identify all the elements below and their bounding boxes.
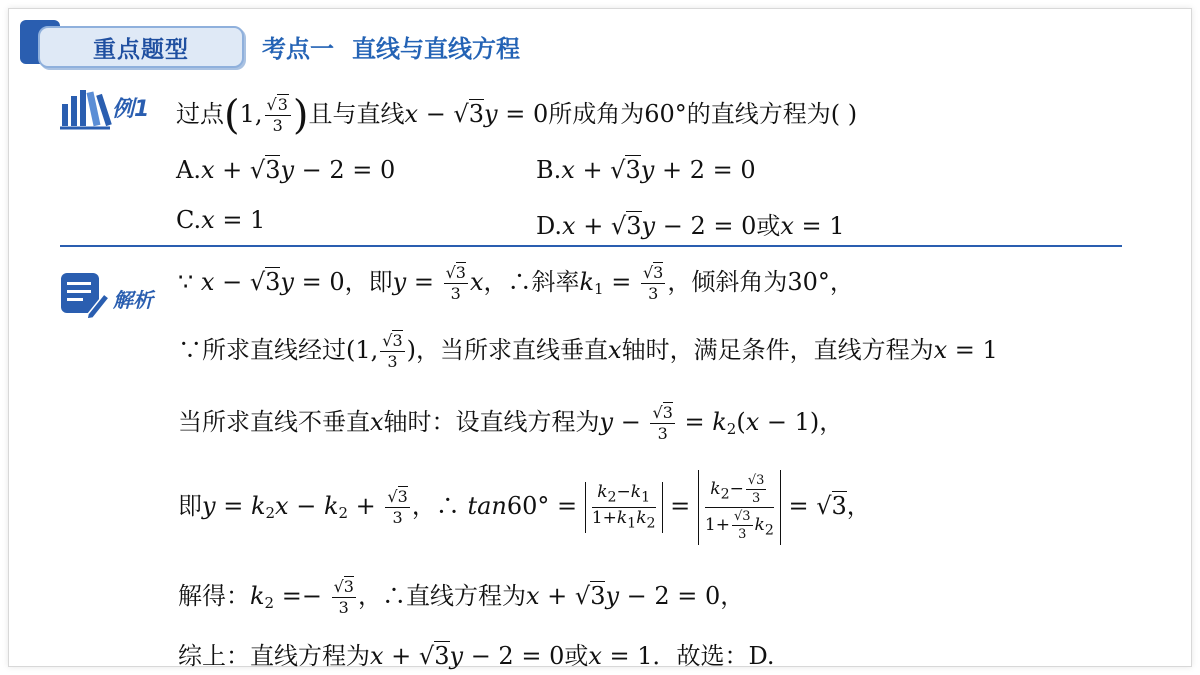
solution-line-1: ∵ x − √3y = 0，即y = $\frac{√3}{3}$ x，∴斜率$k_1$ = $\frac{√3}{3}$ ，倾斜角为30°， <box>178 263 854 303</box>
question-part: 且与直线 <box>308 100 405 128</box>
solution-line-3: 当所求直线不垂直x轴时：设直线方程为y − $\frac{√3}{3}$ = $k_2(x - 1)$， <box>178 403 844 443</box>
question-part: 所成角为60°的直线方程为( ) <box>548 100 858 128</box>
solution-label: 解析 <box>113 288 153 312</box>
option-a[interactable]: A.x + √3y − 2 = 0 <box>176 156 396 184</box>
title-topic-number: 考点一 <box>262 35 334 63</box>
question-text: 过点(1, $\frac{√3}{3}$ )且与直线x − √3y = 0所成角为60°的直线方程为( ) <box>176 92 858 139</box>
option-c[interactable]: C.x = 1 <box>176 206 266 234</box>
section-tag-label: 重点题型 <box>93 37 189 63</box>
notes-pencil-icon <box>58 270 110 320</box>
solution-line-5: 解得：$k_2$ =− $\frac{√3}{3}$ ，∴直线方程为x + √3y − 2 = 0， <box>178 577 745 617</box>
title-topic-name: 直线与直线方程 <box>352 35 520 63</box>
section-tag <box>38 26 244 68</box>
solution-line-2: ∵所求直线经过(1, $\frac{√3}{3}$ )，当所求直线垂直x轴时，满足条件，直线方程为x = 1 <box>178 331 998 371</box>
option-b[interactable]: B.x + √3y + 2 = 0 <box>536 156 756 184</box>
question-point-x: 1, <box>239 100 263 128</box>
example-label: 例1 <box>112 97 150 122</box>
solution-line-4: 即$y = k_2x - k_2$ + $\frac{√3}{3}$ ，∴ tan60° = $\frac{k_2-k_1}{1+k_1k_2}$ = $k_2-$ $\frac{√3}{3}$ 1+ $\frac{√3}{3}$ $k_2$ = √3， <box>178 470 871 545</box>
question-part: 过点 <box>176 100 224 128</box>
divider <box>60 245 1122 247</box>
option-d[interactable]: D.x + √3y − 2 = 0或x = 1 <box>536 212 845 240</box>
fraction: $\frac{√3}{3}$ <box>265 97 291 134</box>
solution-line-6: 综上：直线方程为x + √3y − 2 = 0或x = 1．故选：D. <box>178 642 775 670</box>
page-title <box>262 29 520 64</box>
